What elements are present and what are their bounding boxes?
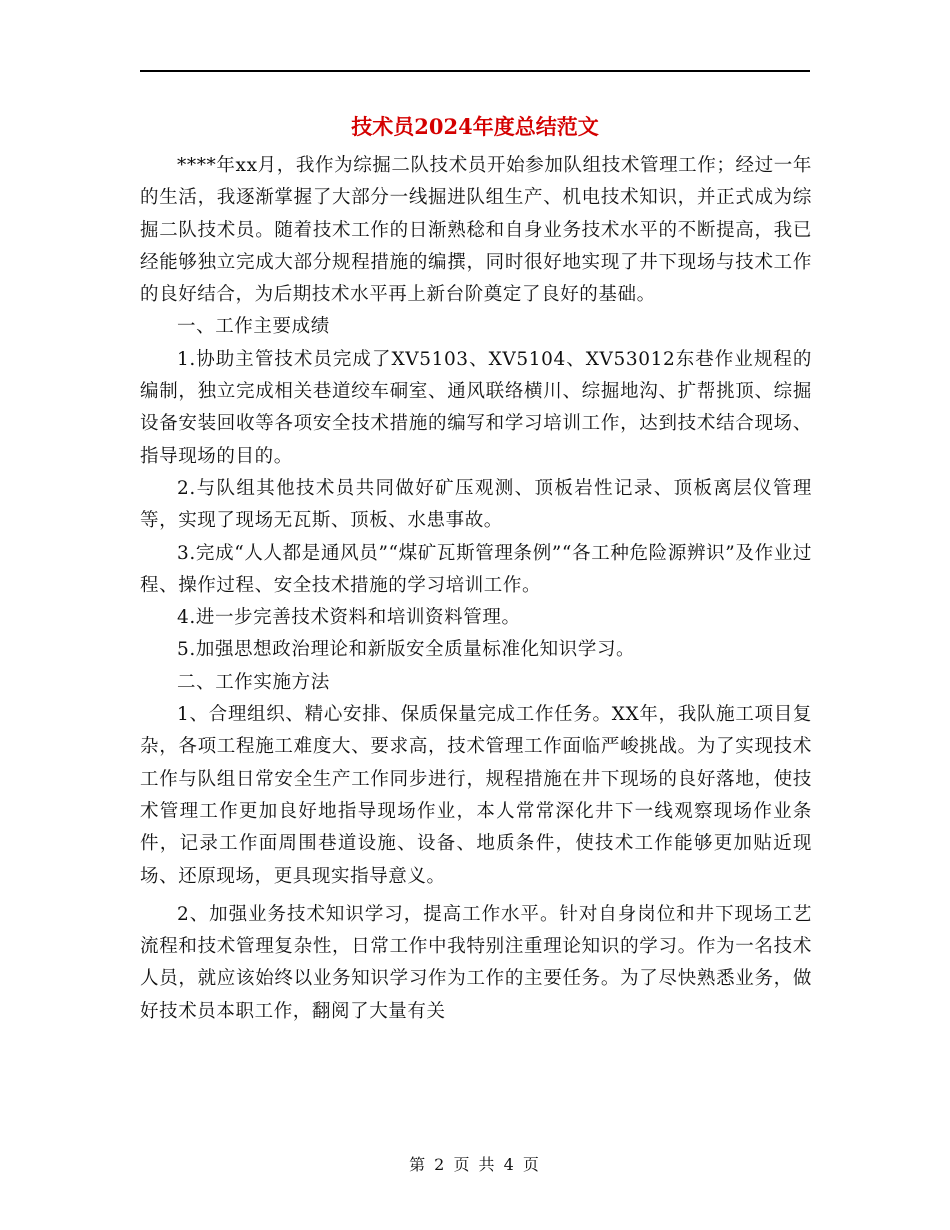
- paragraph-item-4: 4.进一步完善技术资料和培训资料管理。: [177, 607, 521, 629]
- section-heading-achievements: 一、工作主要成绩: [177, 316, 330, 338]
- paragraph-intro: ****年xx月，我作为综掘二队技术员开始参加队组技术管理工作；经过一年的生活，我逐渐掌握了大部分一线掘进队组生产、机电技术知识，并正式成为综掘二队技术员。随着技术工作的日渐熟稔和自身业务技术水平的不断提高，我已经能够独立完成大部分规程措施的编撰，同时很好地实现了井下现场与技术工作的良好结合，为后期技术水平再上新台阶奠定了良好的基础。: [140, 155, 812, 306]
- paragraph-item-1: 1.协助主管技术员完成了XV5103、XV5104、XV53012东巷作业规程的编制，独立完成相关巷道绞车硐室、通风联络横川、综掘地沟、扩帮挑顶、综掘设备安装回收等各项安全技术措施的编写和学习培训工作，达到技术结合现场、指导现场的目的。: [140, 348, 812, 467]
- paragraph-method-1: 1、合理组织、精心安排、保质保量完成工作任务。XX年，我队施工项目复杂，各项工程施工难度大、要求高，技术管理工作面临严峻挑战。为了实现技术工作与队组日常安全生产工作同步进行，规程措施在井下现场的良好落地，使技术管理工作更加良好地指导现场作业，本人常常深化井下一线观察现场作业条件，记录工作面周围巷道设施、设备、地质条件，使技术工作能够更加贴近现场、还原现场，更具现实指导意义。: [140, 704, 812, 887]
- document-title: 技术员2024年度总结范文: [351, 114, 599, 139]
- header-rule: [140, 70, 810, 72]
- paragraph-item-2: 2.与队组其他技术员共同做好矿压观测、顶板岩性记录、顶板离层仪管理等，实现了现场无瓦斯、顶板、水患事故。: [140, 477, 812, 532]
- paragraph-item-3: 3.完成“人人都是通风员”“煤矿瓦斯管理条例”“各工种危险源辨识”及作业过程、操作过程、安全技术措施的学习培训工作。: [140, 542, 812, 596]
- paragraph-method-2: 2、加强业务技术知识学习，提高工作水平。针对自身岗位和井下现场工艺流程和技术管理复杂性，日常工作中我特别注重理论知识的学习。作为一名技术人员，就应该始终以业务知识学习作为工作的主要任务。为了尽快熟悉业务，做好技术员本职工作，翻阅了大量有关: [140, 903, 812, 1022]
- section-heading-methods: 二、工作实施方法: [177, 671, 330, 693]
- page-footer: 第 2 页 共 4 页: [409, 1155, 541, 1174]
- paragraph-item-5: 5.加强思想政治理论和新版安全质量标准化知识学习。: [177, 639, 636, 661]
- document-body: [140, 150, 812, 1028]
